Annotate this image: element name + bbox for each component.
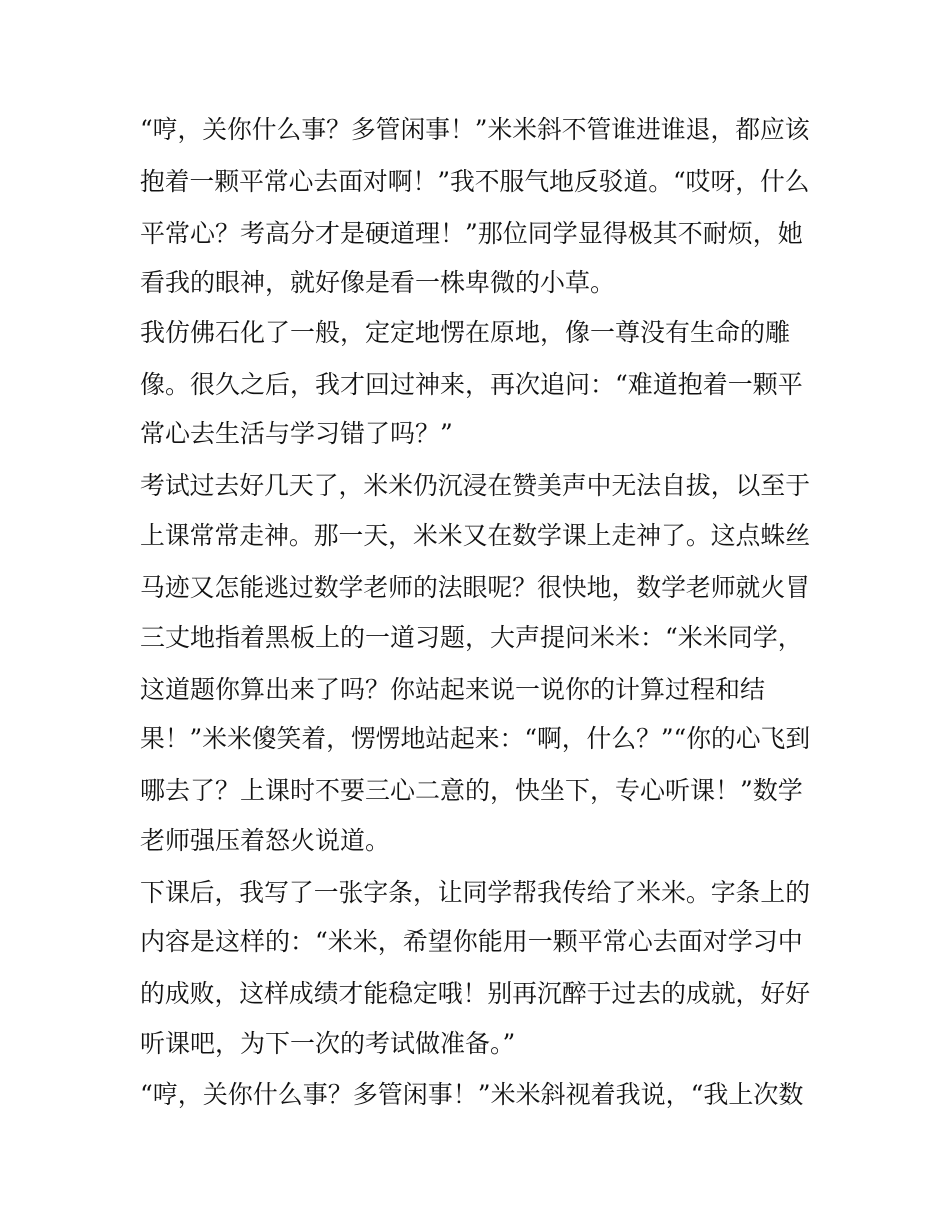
text-line: 我仿佛石化了一般，定定地愣在原地，像一尊没有生命的雕: [140, 318, 791, 347]
text-line: 这道题你算出来了吗？你站起来说一说你的计算过程和结: [140, 675, 766, 704]
text-line: 平常心？考高分才是硬道理！”那位同学显得极其不耐烦，她: [140, 219, 803, 248]
text-line: 老师强压着怒火说道。: [140, 826, 391, 855]
text-line: 哪去了？上课时不要三心二意的，快坐下，专心听课！”数学: [140, 776, 803, 805]
text-line: 三丈地指着黑板上的一道习题，大声提问米米：“米米同学，: [140, 623, 803, 652]
text-line: 抱着一颗平常心去面对啊！”我不服气地反驳道。“哎呀，什么: [140, 167, 810, 196]
text-line: 听课吧，为下一次的考试做准备。”: [140, 1029, 516, 1058]
text-line: 内容是这样的：“米米，希望你能用一颗平常心去面对学习中: [140, 927, 803, 956]
text-line: “哼，关你什么事？多管闲事！”米米斜不管谁进谁退，都应该: [140, 115, 810, 144]
text-line: “哼，关你什么事？多管闲事！”米米斜视着我说，“我上次数: [140, 1080, 804, 1109]
text-line: 常心去生活与学习错了吗？”: [140, 419, 453, 448]
text-line: 上课常常走神。那一天，米米又在数学课上走神了。这点蛛丝: [140, 521, 811, 550]
text-line: 看我的眼神，就好像是看一株卑微的小草。: [140, 268, 616, 297]
text-line: 果！”米米傻笑着，愣愣地站起来：“啊，什么？”“你的心飞到: [140, 724, 811, 753]
text-line: 考试过去好几天了，米米仍沉浸在赞美声中无法自拔，以至于: [140, 471, 811, 500]
text-line: 的成败，这样成绩才能稳定哦！别再沉醉于过去的成就，好好: [140, 979, 811, 1008]
text-line: 马迹又怎能逃过数学老师的法眼呢？很快地，数学老师就火冒: [140, 573, 811, 602]
text-line: 下课后，我写了一张字条，让同学帮我传给了米米。字条上的: [140, 878, 811, 907]
text-line: 像。很久之后，我才回过神来，再次追问：“难道抱着一颗平: [140, 370, 803, 399]
